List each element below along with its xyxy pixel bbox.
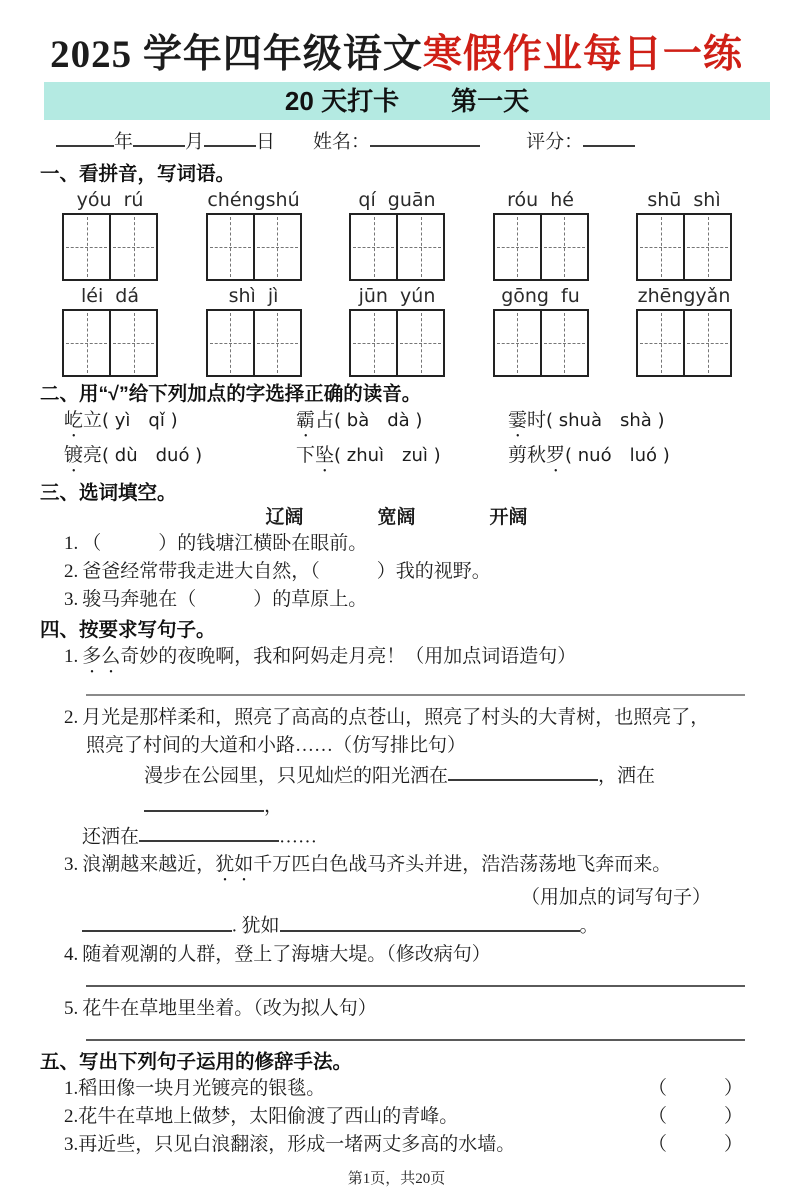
phrase-post: 立 <box>83 410 103 431</box>
item-number: 5. <box>64 997 79 1019</box>
sentence-text: 稻田像一块月光镀亮的银毯。 <box>78 1077 326 1099</box>
section5-heading: 五、写出下列句子运用的修辞手法。 <box>40 1050 353 1073</box>
pinyin-word-block <box>62 285 158 377</box>
day-label: 日 <box>256 131 276 153</box>
sentence-text: 浪潮越来越近， <box>82 854 216 876</box>
sentence-task-4 <box>40 941 753 969</box>
pinyin-word-block <box>493 285 589 377</box>
sentence-text: 骏马奔驰在（ ）的草原上。 <box>82 589 368 610</box>
pinyin-label: gōng fu <box>501 285 580 307</box>
writing-grid[interactable] <box>493 213 589 281</box>
writing-grid[interactable] <box>636 213 732 281</box>
writing-grid[interactable] <box>62 309 158 377</box>
fill-text: 漫步在公园里，只见灿烂的阳光洒在 <box>144 765 449 787</box>
pinyin-label: jūn yún <box>358 285 436 307</box>
item-number: 2. <box>64 1105 79 1127</box>
writing-cell[interactable] <box>638 215 683 279</box>
sentence-task-3 <box>40 851 753 886</box>
section4-heading: 四、按要求写句子。 <box>40 619 216 641</box>
fill-line-1 <box>40 760 753 821</box>
page-number: 第1页，共20页 <box>347 1170 446 1187</box>
item-number: 1. <box>64 646 79 667</box>
pinyin-label: róu hé <box>507 189 574 211</box>
pinyin-word-block <box>206 285 302 377</box>
writing-cell[interactable] <box>208 311 253 375</box>
sentence-with-number <box>64 1131 515 1159</box>
writing-cell[interactable] <box>540 215 587 279</box>
pinyin-word-block <box>636 189 732 281</box>
item-number: 1. <box>64 533 79 554</box>
answer-paren[interactable]: （ ） <box>647 1077 743 1099</box>
phrase-with-reading <box>296 442 508 477</box>
sentence-text: 随着观潮的人群，登上了海塘大堤。（修改病句） <box>82 943 491 965</box>
writing-grid[interactable] <box>206 309 302 377</box>
writing-cell[interactable] <box>208 215 253 279</box>
writing-grid[interactable] <box>349 309 445 377</box>
fill-text: . 犹如 <box>232 915 280 937</box>
pinyin-word-block <box>206 189 302 281</box>
item-number: 1. <box>64 1077 79 1099</box>
pinyin-choice[interactable]: ( zhuì zuì ) <box>334 445 441 466</box>
month-label: 月 <box>185 131 205 153</box>
phrase-with-reading <box>508 407 753 442</box>
dotted-word: 多么 <box>82 646 121 667</box>
task-note-right: （用加点的词写句子） <box>520 887 711 909</box>
pinyin-choice[interactable]: ( yì qǐ ) <box>102 410 178 431</box>
writing-grid[interactable] <box>62 213 158 281</box>
year-blank[interactable] <box>56 126 114 147</box>
word-option: 开阔 <box>489 507 528 528</box>
writing-cell[interactable] <box>638 311 683 375</box>
year-label: 年 <box>114 131 134 153</box>
pinyin-word-block <box>62 189 158 281</box>
sentence-with-number <box>64 1103 458 1131</box>
answer-line[interactable] <box>86 973 745 987</box>
writing-grid[interactable] <box>206 213 302 281</box>
sentence-text: 奇妙的夜晚啊，我和阿妈走月亮！ <box>120 646 406 667</box>
rhetoric-item <box>40 1103 753 1131</box>
pinyin-label: shū shì <box>647 189 721 211</box>
month-blank[interactable] <box>133 126 185 147</box>
pinyin-word-block <box>493 189 589 281</box>
writing-cell[interactable] <box>64 311 109 375</box>
answer-line[interactable] <box>86 682 745 696</box>
sentence-text: 花牛在草地里坐着。（改为拟人句） <box>82 997 377 1019</box>
fill-text: ，洒在 <box>598 765 656 787</box>
pinyin-label: shì jì <box>228 285 279 307</box>
phrase-post: 占 <box>315 410 335 431</box>
writing-cell[interactable] <box>64 215 109 279</box>
pinyin-label: qí guān <box>358 189 436 211</box>
blank-line[interactable] <box>144 790 264 811</box>
sentence-task-2 <box>40 704 753 732</box>
writing-grid[interactable] <box>493 309 589 377</box>
pinyin-row-2 <box>62 285 732 377</box>
meta-row <box>56 126 793 158</box>
word-options <box>40 506 753 530</box>
phrase-with-reading <box>64 442 296 477</box>
writing-grid[interactable] <box>349 213 445 281</box>
answer-line[interactable] <box>86 1027 745 1041</box>
blank-line[interactable] <box>280 910 580 931</box>
phrase-post: 时 <box>527 410 547 431</box>
phrase-pre: 剪秋 <box>508 445 547 466</box>
item-number: 3. <box>64 854 79 876</box>
page-title <box>0 30 793 80</box>
sentence-task-5 <box>40 995 753 1023</box>
writing-cell[interactable] <box>253 311 300 375</box>
section2-heading: 二、用“√”给下列加点的字选择正确的读音。 <box>40 383 422 405</box>
writing-cell[interactable] <box>253 215 300 279</box>
day-blank[interactable] <box>204 126 256 147</box>
word-option: 辽阔 <box>265 507 304 528</box>
blank-line[interactable] <box>82 910 232 931</box>
dotted-char: 霎 <box>508 410 528 431</box>
name-label: 姓名： <box>313 131 371 153</box>
section1-heading: 一、看拼音，写词语。 <box>40 163 236 185</box>
score-blank[interactable] <box>583 126 635 147</box>
day-banner: 20 天打卡 第一天 <box>44 82 770 120</box>
fill-sentence <box>40 586 753 614</box>
pinyin-label: léi dá <box>80 285 140 307</box>
rhetoric-item <box>40 1075 753 1103</box>
dotted-char: 坠 <box>315 445 335 466</box>
pinyin-choice[interactable]: ( nuó luó ) <box>565 445 670 466</box>
fill-sentence <box>40 558 753 586</box>
dotted-char: 镀 <box>64 445 84 466</box>
writing-cell[interactable] <box>683 311 730 375</box>
blank-line[interactable] <box>448 760 598 781</box>
score-label: 评分： <box>526 131 584 153</box>
answer-paren[interactable]: （ ） <box>647 1133 743 1155</box>
dotted-word: 犹如 <box>215 854 254 876</box>
writing-cell[interactable] <box>683 215 730 279</box>
pinyin-word-block <box>636 285 732 377</box>
writing-cell[interactable] <box>396 215 443 279</box>
item-number: 2. <box>64 561 79 582</box>
pinyin-choice[interactable]: ( shuà shà ) <box>546 410 665 431</box>
writing-cell[interactable] <box>495 311 540 375</box>
worksheet-page <box>0 30 793 1187</box>
dotted-char: 屹 <box>64 410 84 431</box>
pinyin-row-1 <box>62 189 732 281</box>
sentence-task-2-cont <box>40 732 753 760</box>
pinyin-word-block <box>349 285 445 377</box>
sentence-text: 千万匹白色战马齐头并进，浩浩荡荡地飞奔而来。 <box>253 854 672 876</box>
item-number: 2. <box>64 707 79 728</box>
sentence-task-1 <box>40 643 753 678</box>
pinyin-label: chéngshú <box>207 189 300 211</box>
answer-paren[interactable]: （ ） <box>647 1105 743 1127</box>
item-number: 3. <box>64 1133 79 1155</box>
sentence-text: 花牛在草地上做梦，太阳偷渡了西山的青峰。 <box>78 1105 459 1127</box>
pinyin-choice[interactable]: ( dù duó ) <box>102 445 203 466</box>
rhetoric-item <box>40 1131 753 1159</box>
dotted-char: 罗 <box>546 445 566 466</box>
fill-text: 。 <box>579 915 599 937</box>
pinyin-label: zhēngyǎn <box>637 285 731 307</box>
pinyin-label: yóu rú <box>76 189 144 211</box>
fill-text: ， <box>264 795 284 817</box>
word-option: 宽阔 <box>377 507 416 528</box>
writing-cell[interactable] <box>495 215 540 279</box>
fill-text: 还洒在 <box>82 826 140 848</box>
phrase-post: 亮 <box>83 445 103 466</box>
fill-sentence <box>40 530 753 558</box>
writing-cell[interactable] <box>396 311 443 375</box>
title-black: 2025 学年四年级语文 <box>50 33 423 76</box>
dotted-char: 霸 <box>296 410 316 431</box>
writing-grid[interactable] <box>636 309 732 377</box>
sentence-with-number <box>64 1075 325 1103</box>
fill-line-2 <box>40 821 753 851</box>
sentence-text: 再近些，只见白浪翻滚，形成一堵两丈多高的水墙。 <box>78 1133 516 1155</box>
pinyin-word-block <box>349 189 445 281</box>
phrase-with-reading <box>508 442 753 477</box>
blank-line[interactable] <box>139 821 279 842</box>
title-red: 寒假作业每日一练 <box>422 33 743 76</box>
writing-cell[interactable] <box>540 311 587 375</box>
answer-row <box>40 910 753 940</box>
item-number: 4. <box>64 943 79 965</box>
sentence-text: （ ）的钱塘江横卧在眼前。 <box>82 533 368 554</box>
sentence-text: 月光是那样柔和，照亮了高高的点苍山，照亮了村头的大青树，也照亮了， <box>82 707 710 728</box>
phrase-with-reading <box>64 407 296 442</box>
item-number: 3. <box>64 589 79 610</box>
writing-cell[interactable] <box>351 215 396 279</box>
sentence-text: 照亮了村间的大道和小路……（仿写排比句） <box>86 735 467 756</box>
writing-cell[interactable] <box>351 311 396 375</box>
sentence-text: 爸爸经常带我走进大自然，（ ）我的视野。 <box>82 561 491 582</box>
section3-heading: 三、选词填空。 <box>40 482 177 504</box>
phrase-pre: 下 <box>296 445 316 466</box>
phrase-with-reading <box>296 407 508 442</box>
writing-cell[interactable] <box>109 215 156 279</box>
pronunciation-grid <box>64 407 753 477</box>
fill-text: …… <box>279 826 318 848</box>
writing-cell[interactable] <box>109 311 156 375</box>
task-note: （用加点词语造句） <box>405 646 577 667</box>
pinyin-choice[interactable]: ( bà dà ) <box>334 410 423 431</box>
name-blank[interactable] <box>370 126 480 147</box>
